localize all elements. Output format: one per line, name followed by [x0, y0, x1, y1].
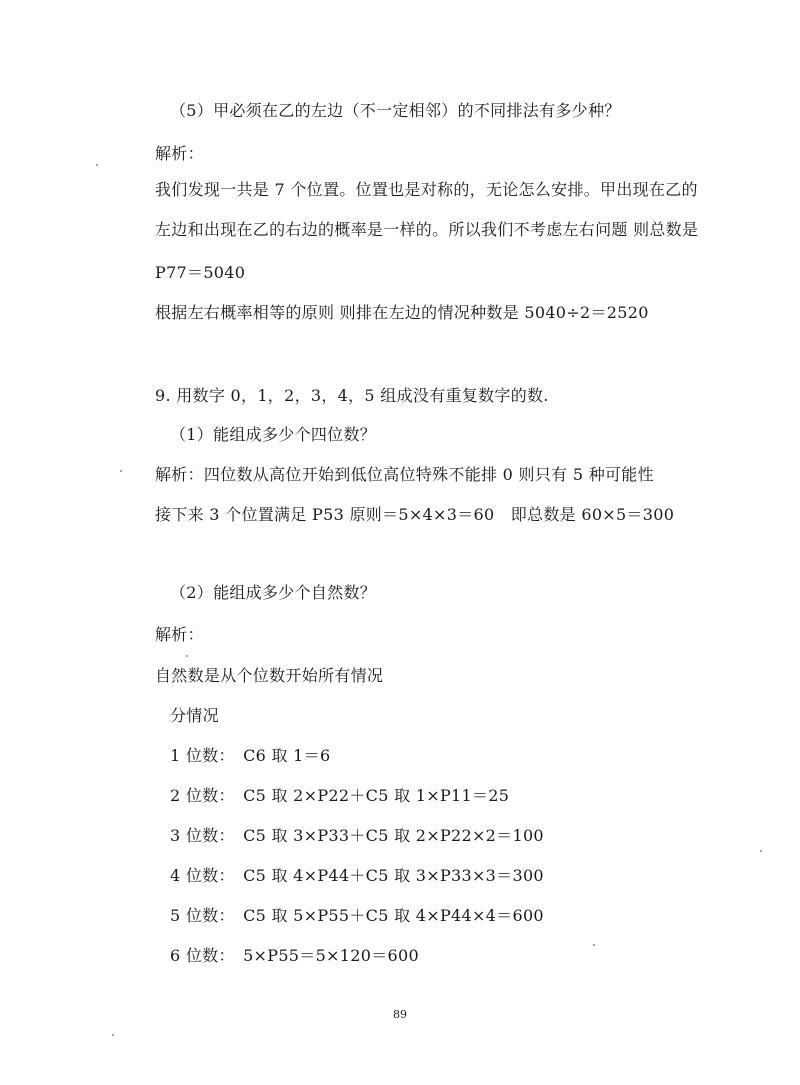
cases-label: 分情况 — [170, 706, 219, 725]
case-1-digit: 1 位数： C6 取 1＝6 — [170, 746, 331, 765]
question-9-1-analysis-line-1: 解析：四位数从高位开始到低位高位特殊不能排 0 则只有 5 种可能性 — [155, 465, 654, 484]
question-5-analysis-label: 解析： — [155, 144, 204, 163]
question-5-analysis-line-4: 根据左右概率相等的原则 则排在左边的情况种数是 5040÷2＝2520 — [155, 303, 649, 322]
scan-speck — [96, 164, 98, 166]
question-9-2-analysis-line-1: 自然数是从个位数开始所有情况 — [155, 666, 384, 685]
case-3-digit: 3 位数： C5 取 3×P33＋C5 取 2×P22×2＝100 — [170, 826, 544, 845]
question-5-analysis-line-3: P77＝5040 — [155, 263, 246, 282]
case-2-digit: 2 位数： C5 取 2×P22＋C5 取 1×P11＝25 — [170, 786, 510, 805]
scan-speck — [593, 944, 595, 946]
question-9-1-prompt: （1）能组成多少个四位数？ — [170, 425, 377, 444]
question-5-prompt: （5）甲必须在乙的左边（不一定相邻）的不同排法有多少种？ — [170, 101, 621, 120]
scan-speck — [112, 1034, 114, 1036]
case-5-digit: 5 位数： C5 取 5×P55＋C5 取 4×P44×4＝600 — [170, 906, 544, 925]
page-number: 89 — [393, 1008, 407, 1021]
question-5-analysis-line-1: 我们发现一共是 7 个位置。位置也是对称的，无论怎么安排。甲出现在乙的 — [155, 180, 698, 199]
question-5-analysis-line-2: 左边和出现在乙的右边的概率是一样的。所以我们不考虑左右问题 则总数是 — [155, 220, 699, 239]
question-9-2-analysis-label: 解析： — [155, 625, 204, 644]
question-9-2-prompt: （2）能组成多少个自然数？ — [170, 583, 377, 602]
question-9-1-analysis-line-2: 接下来 3 个位置满足 P53 原则＝5×4×3＝60 即总数是 60×5＝300 — [155, 505, 675, 524]
question-9-title: 9. 用数字 0，1，2，3，4，5 组成没有重复数字的数. — [155, 386, 549, 405]
case-4-digit: 4 位数： C5 取 4×P44＋C5 取 3×P33×3＝300 — [170, 866, 544, 885]
scan-speck — [120, 470, 122, 472]
case-6-digit: 6 位数： 5×P55＝5×120＝600 — [170, 946, 419, 965]
scan-speck — [760, 850, 762, 852]
scan-speck — [186, 655, 188, 657]
